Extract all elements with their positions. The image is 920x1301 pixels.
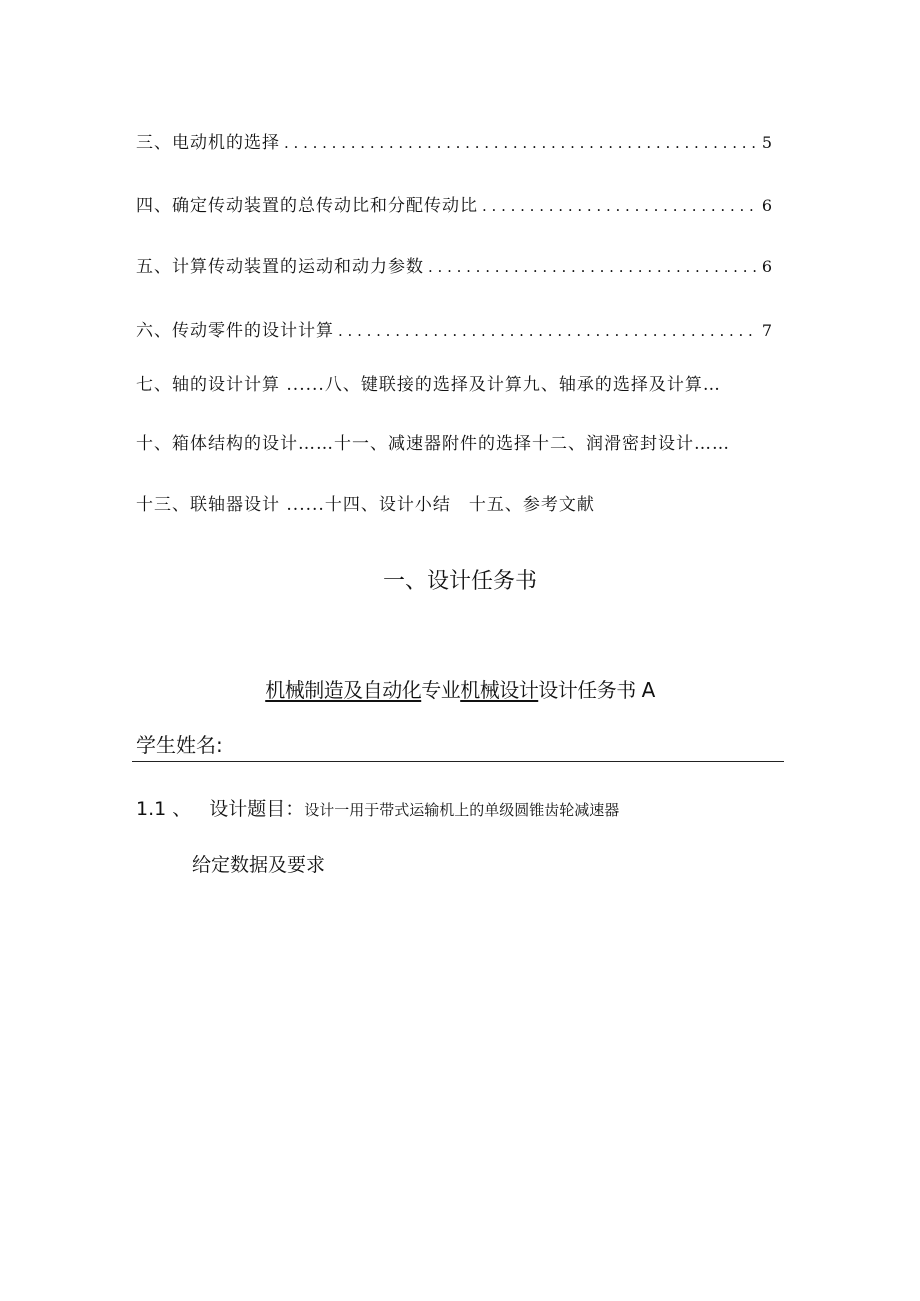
student-name-label: 学生姓名: — [136, 733, 223, 757]
subtitle-major: 机械制造及自动化 — [265, 678, 422, 702]
item-number: 1.1 、 — [136, 798, 192, 820]
toc-leader-dots — [428, 253, 758, 281]
given-data-heading: 给定数据及要求 — [192, 854, 326, 876]
toc-entry-title: 六、传动零件的设计计算 — [136, 321, 334, 341]
student-name-underline — [132, 761, 784, 762]
toc-entry-page: 5 — [761, 133, 772, 152]
toc-entry — [136, 129, 772, 157]
toc-entry-title: 五、计算传动装置的运动和动力参数 — [136, 257, 424, 277]
toc-merged-line: 十三、联轴器设计 ......十四、设计小结 十五、参考文献 — [136, 495, 595, 515]
item-value: 设计一用于带式运输机上的单级圆锥齿轮减速器 — [304, 801, 620, 819]
toc-entry-page: 6 — [761, 257, 772, 276]
toc-entry — [136, 253, 772, 281]
section-heading-text: 一、设计任务书 — [382, 569, 537, 594]
section-heading — [0, 566, 920, 598]
toc-leader-dots — [482, 192, 758, 220]
subtitle-course: 机械设计 — [460, 678, 539, 702]
assignment-subtitle — [0, 676, 920, 704]
toc-entry-title: 三、电动机的选择 — [136, 133, 280, 153]
item-label: 设计题目： — [209, 798, 305, 820]
toc-entry-page: 7 — [761, 321, 772, 340]
toc-entry-title: 四、确定传动装置的总传动比和分配传动比 — [136, 196, 478, 216]
toc-leader-dots — [338, 317, 758, 345]
toc-merged-line: 十、箱体结构的设计……十一、减速器附件的选择十二、润滑密封设计…… — [136, 434, 730, 454]
design-topic-row — [136, 794, 619, 824]
toc-merged-line: 七、轴的设计计算 ......八、键联接的选择及计算九、轴承的选择及计算… — [136, 375, 721, 395]
toc-entry — [136, 317, 772, 345]
subtitle-specialty: 专业 — [421, 678, 461, 702]
toc-entry-page: 6 — [761, 196, 772, 215]
subtitle-doc-type: 设计任务书 A — [538, 678, 655, 702]
toc-entry — [136, 192, 772, 220]
toc-leader-dots — [284, 129, 758, 157]
